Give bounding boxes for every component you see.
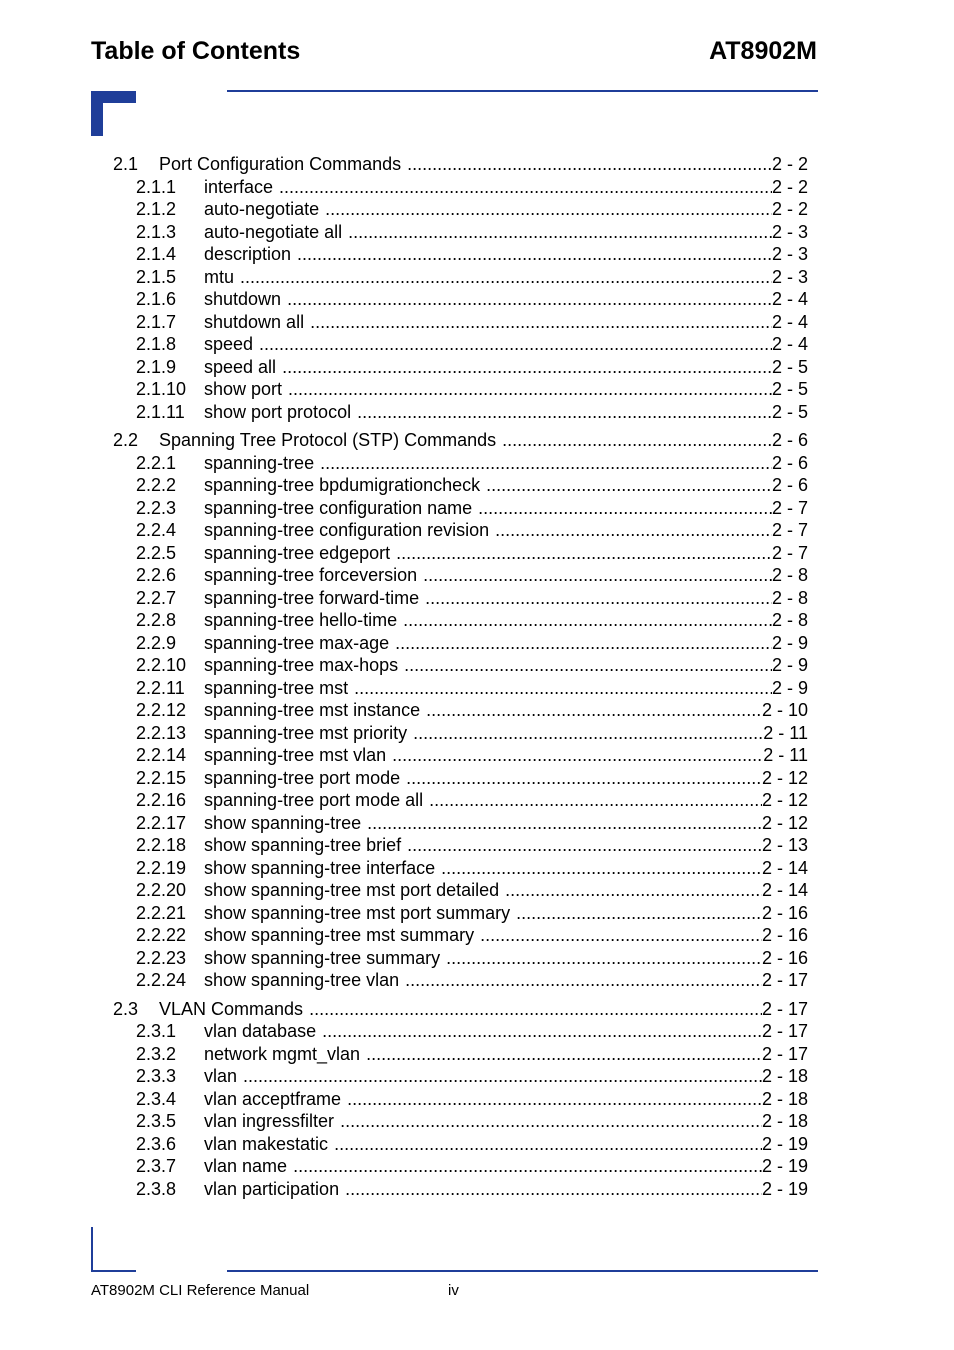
toc-entry[interactable] xyxy=(0,1020,954,1043)
toc-number: 2.3.4 xyxy=(136,1088,177,1109)
toc-entry[interactable] xyxy=(0,519,954,542)
toc-page: 2 - 5 xyxy=(771,379,808,399)
toc-number: 2.2.19 xyxy=(136,857,187,878)
toc-number: 2.2.11 xyxy=(136,677,185,698)
toc-title: show spanning-tree mst summary xyxy=(204,925,475,945)
toc-page: 2 - 8 xyxy=(771,565,808,585)
toc-number: 2.2.2 xyxy=(136,475,177,495)
toc-number: 2.3.8 xyxy=(136,1178,177,1199)
dot-leader xyxy=(361,812,762,834)
dot-leader xyxy=(407,722,763,744)
dot-leader xyxy=(287,1155,762,1177)
toc-number: 2.2.9 xyxy=(136,632,177,653)
table-of-contents xyxy=(0,153,954,1200)
toc-entry[interactable] xyxy=(0,609,954,632)
toc-line xyxy=(204,654,808,676)
dot-leader xyxy=(348,677,772,699)
toc-line xyxy=(204,902,808,924)
toc-entry[interactable] xyxy=(0,452,954,475)
toc-entry[interactable] xyxy=(0,356,954,379)
toc-number: 2.3.7 xyxy=(136,1156,177,1176)
toc-line xyxy=(204,1178,808,1200)
toc-number: 2.2.3 xyxy=(136,497,177,518)
dot-leader xyxy=(399,969,762,991)
toc-line xyxy=(204,924,808,946)
toc-number: 2.2.21 xyxy=(136,902,187,923)
toc-page: 2 - 10 xyxy=(761,700,808,720)
toc-page: 2 - 14 xyxy=(761,880,808,900)
toc-page: 2 - 7 xyxy=(771,520,808,540)
toc-entry[interactable] xyxy=(0,311,954,334)
toc-title: spanning-tree configuration name xyxy=(204,497,473,518)
toc-title: auto-negotiate all xyxy=(204,221,343,242)
toc-page: 2 - 4 xyxy=(771,289,808,309)
toc-line xyxy=(204,401,808,423)
dot-leader xyxy=(419,587,772,609)
toc-page: 2 - 19 xyxy=(761,1133,808,1154)
dot-leader xyxy=(282,378,772,400)
toc-line xyxy=(204,947,808,969)
toc-line xyxy=(204,744,808,766)
toc-entry[interactable] xyxy=(0,333,954,356)
toc-title: vlan acceptframe xyxy=(204,1088,342,1109)
toc-title: spanning-tree bpdumigrationcheck xyxy=(204,475,481,495)
toc-entry[interactable] xyxy=(0,834,954,857)
dot-leader xyxy=(389,632,772,654)
dot-leader xyxy=(303,998,762,1020)
toc-title: spanning-tree mst instance xyxy=(204,700,421,720)
dot-leader xyxy=(351,401,772,423)
toc-line xyxy=(159,153,808,175)
dot-leader xyxy=(342,221,772,243)
toc-title: spanning-tree hello-time xyxy=(204,610,398,630)
toc-line xyxy=(204,474,808,496)
toc-entry[interactable] xyxy=(0,1088,954,1111)
dot-leader xyxy=(401,834,762,856)
toc-number: 2.3.5 xyxy=(136,1111,177,1131)
toc-line xyxy=(204,857,808,879)
dot-leader xyxy=(489,519,772,541)
dot-leader xyxy=(341,1088,762,1110)
toc-number: 2.3 xyxy=(113,998,139,1019)
dot-leader xyxy=(420,699,762,721)
toc-page: 2 - 19 xyxy=(761,1178,808,1199)
toc-line xyxy=(204,587,808,609)
product-name: AT8902M xyxy=(709,37,817,65)
toc-line xyxy=(204,609,808,631)
toc-title: interface xyxy=(204,176,274,197)
toc-page: 2 - 12 xyxy=(761,790,808,810)
toc-line xyxy=(204,176,808,198)
toc-title: vlan name xyxy=(204,1156,288,1176)
toc-page: 2 - 6 xyxy=(771,475,808,495)
toc-number: 2.2.14 xyxy=(136,745,187,765)
footer-manual-title: AT8902M CLI Reference Manual xyxy=(91,1282,310,1299)
toc-line xyxy=(204,677,808,699)
toc-entry[interactable] xyxy=(0,677,954,700)
toc-page: 2 - 18 xyxy=(761,1088,808,1109)
dot-leader xyxy=(440,947,762,969)
toc-line xyxy=(204,497,808,519)
dot-leader xyxy=(253,333,772,355)
toc-page: 2 - 14 xyxy=(761,857,808,878)
toc-title: show spanning-tree xyxy=(204,812,362,833)
toc-number: 2.2.8 xyxy=(136,610,177,630)
toc-page: 2 - 11 xyxy=(763,745,808,765)
toc-line xyxy=(204,1020,808,1042)
toc-number: 2.2.7 xyxy=(136,587,177,608)
dot-leader xyxy=(360,1043,762,1065)
toc-page: 2 - 11 xyxy=(763,722,808,743)
toc-entry[interactable] xyxy=(0,1133,954,1156)
toc-number: 2.2.15 xyxy=(136,767,187,788)
toc-entry[interactable] xyxy=(0,474,954,497)
dot-leader xyxy=(234,266,772,288)
toc-page: 2 - 3 xyxy=(771,221,808,242)
toc-page: 2 - 2 xyxy=(771,176,808,197)
toc-line xyxy=(204,699,808,721)
toc-page: 2 - 12 xyxy=(761,812,808,833)
toc-number: 2.3.3 xyxy=(136,1066,177,1086)
toc-number: 2.1.10 xyxy=(136,379,187,399)
footer-page-number: iv xyxy=(448,1282,459,1299)
dot-leader xyxy=(499,879,762,901)
toc-number: 2.2.1 xyxy=(136,452,177,473)
corner-bracket-bottom xyxy=(91,1227,136,1272)
dot-leader xyxy=(474,924,762,946)
dot-leader xyxy=(319,198,772,220)
dot-leader xyxy=(339,1178,762,1200)
toc-title: network mgmt_vlan xyxy=(204,1043,361,1064)
toc-entry[interactable] xyxy=(0,288,954,311)
toc-number: 2.2.4 xyxy=(136,520,177,540)
toc-line xyxy=(204,266,808,288)
toc-title: show spanning-tree brief xyxy=(204,835,402,855)
toc-entry[interactable] xyxy=(0,789,954,812)
dot-leader xyxy=(328,1133,762,1155)
toc-entry[interactable] xyxy=(0,1110,954,1133)
toc-line xyxy=(204,198,808,220)
toc-entry[interactable] xyxy=(0,924,954,947)
toc-page: 2 - 9 xyxy=(771,677,808,698)
toc-section[interactable] xyxy=(0,429,954,452)
toc-line xyxy=(204,812,808,834)
toc-entry[interactable] xyxy=(0,947,954,970)
toc-number: 2.3.2 xyxy=(136,1043,177,1064)
toc-title: shutdown all xyxy=(204,311,305,332)
page-title: Table of Contents xyxy=(91,37,301,65)
toc-number: 2.1.7 xyxy=(136,311,177,332)
toc-entry[interactable] xyxy=(0,812,954,835)
toc-line xyxy=(204,969,808,991)
toc-title: vlan database xyxy=(204,1021,317,1041)
toc-entry[interactable] xyxy=(0,722,954,745)
toc-number: 2.2 xyxy=(113,430,139,450)
toc-line xyxy=(159,998,808,1020)
toc-entry[interactable] xyxy=(0,632,954,655)
toc-page: 2 - 16 xyxy=(761,902,808,923)
toc-number: 2.1.2 xyxy=(136,199,177,219)
dot-leader xyxy=(423,789,762,811)
toc-entry[interactable] xyxy=(0,767,954,790)
toc-line xyxy=(204,1065,808,1087)
toc-title: auto-negotiate xyxy=(204,199,320,219)
dot-leader xyxy=(472,497,772,519)
footer-rule xyxy=(227,1270,818,1272)
toc-number: 2.2.24 xyxy=(136,970,187,990)
toc-entry[interactable] xyxy=(0,857,954,880)
toc-page: 2 - 9 xyxy=(771,655,808,675)
header-rule xyxy=(227,90,818,92)
toc-number: 2.1.8 xyxy=(136,334,177,354)
toc-line xyxy=(204,288,808,310)
toc-entry[interactable] xyxy=(0,401,954,424)
toc-title: spanning-tree max-hops xyxy=(204,655,399,675)
toc-entry[interactable] xyxy=(0,587,954,610)
toc-title: mtu xyxy=(204,266,235,287)
dot-leader xyxy=(273,176,772,198)
toc-number: 2.2.20 xyxy=(136,880,187,900)
toc-page: 2 - 17 xyxy=(761,970,808,990)
dot-leader xyxy=(401,153,772,175)
toc-entry[interactable] xyxy=(0,243,954,266)
toc-number: 2.2.23 xyxy=(136,947,187,968)
toc-title: vlan xyxy=(204,1066,238,1086)
toc-title: show spanning-tree interface xyxy=(204,857,436,878)
toc-title: spanning-tree max-age xyxy=(204,632,390,653)
dot-leader xyxy=(386,744,763,766)
toc-section[interactable] xyxy=(0,998,954,1021)
toc-line xyxy=(204,356,808,378)
corner-bracket-top xyxy=(91,91,136,136)
toc-line xyxy=(204,378,808,400)
toc-entry[interactable] xyxy=(0,198,954,221)
toc-line xyxy=(204,767,808,789)
toc-line xyxy=(204,789,808,811)
toc-number: 2.1.3 xyxy=(136,221,177,242)
toc-line xyxy=(204,632,808,654)
toc-line xyxy=(204,221,808,243)
toc-page: 2 - 17 xyxy=(761,1021,808,1041)
toc-entry[interactable] xyxy=(0,221,954,244)
toc-title: spanning-tree port mode all xyxy=(204,790,424,810)
toc-page: 2 - 12 xyxy=(761,767,808,788)
toc-title: show spanning-tree summary xyxy=(204,947,441,968)
dot-leader xyxy=(417,564,772,586)
toc-page: 2 - 2 xyxy=(771,199,808,219)
toc-page: 2 - 17 xyxy=(761,998,808,1019)
toc-line xyxy=(204,1088,808,1110)
toc-title: description xyxy=(204,244,292,264)
toc-line xyxy=(204,722,808,744)
toc-number: 2.2.5 xyxy=(136,542,177,563)
toc-line xyxy=(204,834,808,856)
toc-title: show port protocol xyxy=(204,401,352,422)
toc-line xyxy=(159,429,808,451)
toc-line xyxy=(204,333,808,355)
toc-page: 2 - 16 xyxy=(761,925,808,945)
toc-title: show port xyxy=(204,379,283,399)
toc-number: 2.2.22 xyxy=(136,925,187,945)
toc-entry[interactable] xyxy=(0,654,954,677)
dot-leader xyxy=(281,288,772,310)
toc-page: 2 - 13 xyxy=(761,835,808,855)
toc-title: spanning-tree edgeport xyxy=(204,542,391,563)
toc-entry[interactable] xyxy=(0,378,954,401)
toc-entry[interactable] xyxy=(0,176,954,199)
toc-page: 2 - 3 xyxy=(771,244,808,264)
toc-entry[interactable] xyxy=(0,497,954,520)
toc-title: spanning-tree forward-time xyxy=(204,587,420,608)
dot-leader xyxy=(304,311,772,333)
toc-entry[interactable] xyxy=(0,879,954,902)
dot-leader xyxy=(496,429,772,451)
toc-title: Spanning Tree Protocol (STP) Commands xyxy=(159,430,497,450)
dot-leader xyxy=(316,1020,762,1042)
toc-page: 2 - 6 xyxy=(771,452,808,473)
toc-page: 2 - 2 xyxy=(771,154,808,174)
toc-number: 2.1.6 xyxy=(136,289,177,309)
toc-title: speed all xyxy=(204,356,277,377)
toc-page: 2 - 4 xyxy=(771,311,808,332)
toc-page: 2 - 18 xyxy=(761,1066,808,1086)
toc-number: 2.2.12 xyxy=(136,700,187,720)
dot-leader xyxy=(435,857,762,879)
toc-number: 2.1.9 xyxy=(136,356,177,377)
toc-entry[interactable] xyxy=(0,699,954,722)
toc-number: 2.2.6 xyxy=(136,565,177,585)
toc-number: 2.2.18 xyxy=(136,835,187,855)
toc-number: 2.3.1 xyxy=(136,1021,177,1041)
toc-title: spanning-tree mst xyxy=(204,677,349,698)
toc-title: show spanning-tree mst port detailed xyxy=(204,880,500,900)
toc-number: 2.2.17 xyxy=(136,812,187,833)
toc-line xyxy=(204,1110,808,1132)
toc-line xyxy=(204,519,808,541)
toc-page: 2 - 17 xyxy=(761,1043,808,1064)
toc-entry[interactable] xyxy=(0,902,954,925)
toc-entry[interactable] xyxy=(0,1043,954,1066)
toc-entry[interactable] xyxy=(0,1065,954,1088)
toc-number: 2.1 xyxy=(113,154,139,174)
toc-entry[interactable] xyxy=(0,1178,954,1201)
toc-page: 2 - 4 xyxy=(771,334,808,354)
toc-number: 2.3.6 xyxy=(136,1133,177,1154)
dot-leader xyxy=(314,452,772,474)
dot-leader xyxy=(480,474,772,496)
toc-number: 2.1.5 xyxy=(136,266,177,287)
toc-line xyxy=(204,311,808,333)
dot-leader xyxy=(334,1110,762,1132)
toc-title: spanning-tree port mode xyxy=(204,767,401,788)
toc-title: spanning-tree forceversion xyxy=(204,565,418,585)
toc-page: 2 - 6 xyxy=(771,430,808,450)
toc-title: spanning-tree configuration revision xyxy=(204,520,490,540)
toc-entry[interactable] xyxy=(0,542,954,565)
toc-title: shutdown xyxy=(204,289,282,309)
toc-number: 2.2.16 xyxy=(136,790,187,810)
toc-page: 2 - 19 xyxy=(761,1156,808,1176)
toc-page: 2 - 16 xyxy=(761,947,808,968)
dot-leader xyxy=(237,1065,762,1087)
toc-line xyxy=(204,1043,808,1065)
toc-line xyxy=(204,1155,808,1177)
toc-title: speed xyxy=(204,334,254,354)
toc-title: spanning-tree mst vlan xyxy=(204,745,387,765)
toc-page: 2 - 7 xyxy=(771,497,808,518)
toc-page: 2 - 3 xyxy=(771,266,808,287)
dot-leader xyxy=(510,902,762,924)
toc-title: show spanning-tree vlan xyxy=(204,970,400,990)
toc-title: show spanning-tree mst port summary xyxy=(204,902,511,923)
dot-leader xyxy=(390,542,772,564)
toc-section[interactable] xyxy=(0,153,954,176)
toc-line xyxy=(204,879,808,901)
toc-entry[interactable] xyxy=(0,1155,954,1178)
toc-page: 2 - 8 xyxy=(771,610,808,630)
toc-title: spanning-tree xyxy=(204,452,315,473)
toc-page: 2 - 9 xyxy=(771,632,808,653)
toc-page: 2 - 5 xyxy=(771,356,808,377)
toc-entry[interactable] xyxy=(0,564,954,587)
toc-page: 2 - 8 xyxy=(771,587,808,608)
toc-page: 2 - 18 xyxy=(761,1111,808,1131)
toc-entry[interactable] xyxy=(0,969,954,992)
toc-title: Port Configuration Commands xyxy=(159,154,402,174)
toc-title: vlan ingressfilter xyxy=(204,1111,335,1131)
toc-number: 2.2.10 xyxy=(136,655,187,675)
dot-leader xyxy=(398,654,772,676)
toc-title: spanning-tree mst priority xyxy=(204,722,408,743)
toc-line xyxy=(204,542,808,564)
toc-number: 2.1.4 xyxy=(136,244,177,264)
toc-number: 2.2.13 xyxy=(136,722,187,743)
toc-line xyxy=(204,564,808,586)
toc-line xyxy=(204,1133,808,1155)
toc-line xyxy=(204,452,808,474)
toc-number: 2.1.11 xyxy=(136,401,185,422)
toc-entry[interactable] xyxy=(0,744,954,767)
dot-leader xyxy=(276,356,772,378)
toc-title: VLAN Commands xyxy=(159,998,304,1019)
toc-page: 2 - 5 xyxy=(771,401,808,422)
toc-line xyxy=(204,243,808,265)
toc-number: 2.1.1 xyxy=(136,176,177,197)
toc-title: vlan participation xyxy=(204,1178,340,1199)
toc-title: vlan makestatic xyxy=(204,1133,329,1154)
toc-entry[interactable] xyxy=(0,266,954,289)
toc-page: 2 - 7 xyxy=(771,542,808,563)
dot-leader xyxy=(400,767,762,789)
dot-leader xyxy=(291,243,772,265)
dot-leader xyxy=(397,609,772,631)
